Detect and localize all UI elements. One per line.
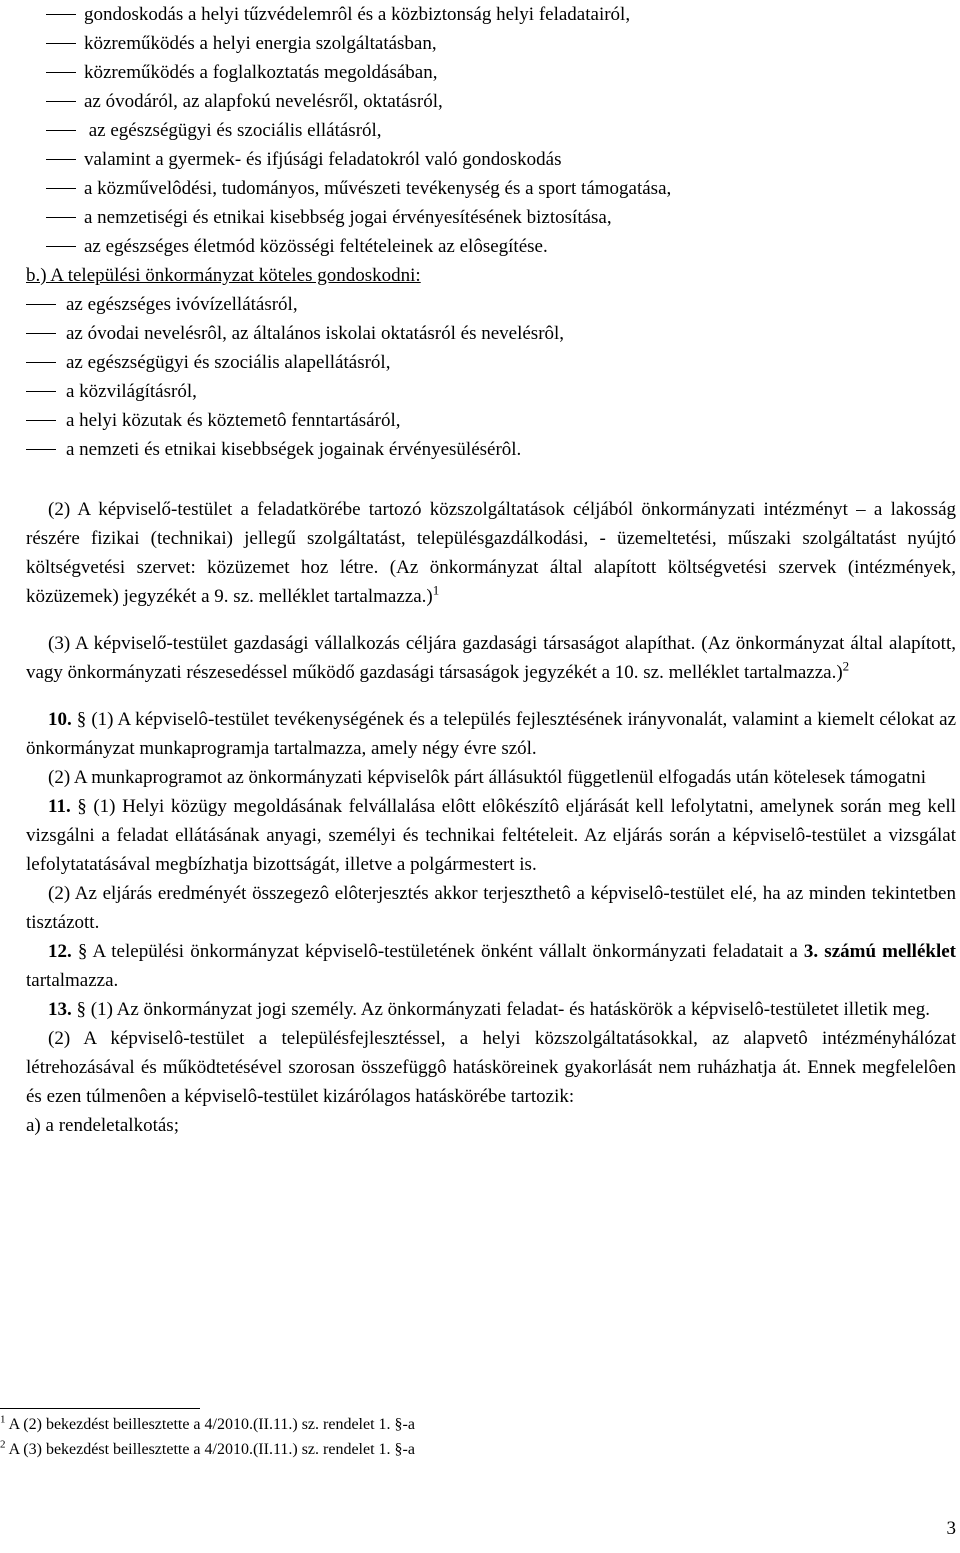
list-item: közreműködés a foglalkoztatás megoldásában, xyxy=(26,58,956,87)
list-item: az egészséges életmód közösségi feltételeinek az elôsegítése. xyxy=(26,232,956,261)
dash-bullet xyxy=(46,188,76,189)
dash-bullet xyxy=(46,217,76,218)
dash-bullet xyxy=(26,449,56,450)
dash-bullet xyxy=(26,391,56,392)
dash-bullet xyxy=(46,159,76,160)
section-number: 12. xyxy=(48,941,72,962)
list-item: a közművelôdési, tudományos, művészeti tevékenység és a sport támogatása, xyxy=(26,174,956,203)
list-a xyxy=(26,0,956,261)
section-13-item-a: a) a rendeletalkotás; xyxy=(26,1115,179,1136)
dash-bullet xyxy=(26,420,56,421)
list-item: a nemzeti és etnikai kisebbségek jogainak érvényesülésérôl. xyxy=(26,435,956,464)
section-10-par-1: 10. § (1) A képviselô-testület tevékenységének és a település fejlesztésének irányvonalát, valamint a kiemelt célokat az önkormányzat munkaprogramja tartalmazza, amely négy évre szól. xyxy=(26,709,957,759)
section-10-par-2: (2) A munkaprogramot az önkormányzati képviselôk párt állásuktól függetlenül elfogadás után kötelesek támogatni xyxy=(48,767,926,788)
list-item: a helyi közutak és köztemetô fenntartásáról, xyxy=(26,406,956,435)
list-item: a nemzetiségi és etnikai kisebbség jogai érvényesítésének biztosítása, xyxy=(26,203,956,232)
dash-bullet xyxy=(26,304,56,305)
footnote-separator xyxy=(0,1408,200,1409)
list-item: az egészségügyi és szociális ellátásról, xyxy=(26,116,956,145)
dash-bullet xyxy=(46,14,76,15)
dash-bullet xyxy=(46,246,76,247)
list-item: közreműködés a helyi energia szolgáltatásban, xyxy=(26,29,956,58)
page-number: 3 xyxy=(946,1518,956,1539)
section-number: 11. xyxy=(48,796,71,817)
list-item: az egészségügyi és szociális alapellátásról, xyxy=(26,348,956,377)
section-number: 10. xyxy=(48,709,72,730)
dash-bullet xyxy=(26,362,56,363)
document-page xyxy=(26,0,956,1140)
list-b xyxy=(26,290,956,464)
list-item: az óvodai nevelésrôl, az általános iskolai oktatásról és nevelésrôl, xyxy=(26,319,956,348)
section-11-par-1: 11. § (1) Helyi közügy megoldásának felvállalása elôtt elôkészítô eljárását kell lefolytatni, amelynek során meg kell vizsgálni a feladat ellátásának anyagi, személyi és technikai feltételeit. Az eljárás során a képviselô-testület a vizsgálat lefolytatatásával megbízhatja bizottságát, illetve a polgármestert is. xyxy=(26,796,956,875)
section-13-par-2: (2) A képviselô-testület a településfejlesztéssel, a helyi közszolgáltatásokkal, az alapvetô intézményhálózat létrehozásával és működtetésével szorosan összefüggô hatásköreinek gyakorlását nem ruházhatja át. Ennek megfelelôen és ezen túlmenôen a képviselô-testület kizárólagos hatáskörébe tartozik: xyxy=(26,1028,956,1107)
footnote-ref: 2 xyxy=(842,658,850,674)
dash-bullet xyxy=(46,130,76,131)
list-item: valamint a gyermek- és ifjúsági feladatokról való gondoskodás xyxy=(26,145,956,174)
section-number: 13. xyxy=(48,999,72,1020)
dash-bullet xyxy=(26,333,56,334)
footnote: $^2$ A (3) bekezdést beillesztette a 4/2010.(II.11.) sz. rendelet 1. §-a xyxy=(0,1438,415,1458)
list-item: gondoskodás a helyi tűzvédelemrôl és a közbiztonság helyi feladatairól, xyxy=(26,0,956,29)
section-13-par-1: 13. § (1) Az önkormányzat jogi személy. Az önkormányzati feladat- és hatáskörök a képviselô-testületet illetik meg. xyxy=(48,999,930,1020)
list-item: az egészséges ivóvízellátásról, xyxy=(26,290,956,319)
list-item: az óvodáról, az alapfokú nevelésről, oktatásról, xyxy=(26,87,956,116)
section-12: 12. § A települési önkormányzat képviselô-testületének önként vállalt önkormányzati feladatait a 3. számú melléklet tartalmazza. xyxy=(26,941,957,991)
dash-bullet xyxy=(46,72,76,73)
dash-bullet xyxy=(46,101,76,102)
annex-reference: 3. számú melléklet xyxy=(803,941,957,962)
footnote-ref: 1 xyxy=(432,582,440,598)
list-item: a közvilágításról, xyxy=(26,377,956,406)
dash-bullet xyxy=(46,43,76,44)
footnote: $^1$ A (2) bekezdést beillesztette a 4/2010.(II.11.) sz. rendelet 1. §-a xyxy=(0,1413,415,1433)
section-11-par-2: (2) Az eljárás eredményét összegezô elôterjesztés akkor terjeszthetô a képviselô-testület elé, ha az minden tekintetben tisztázott. xyxy=(26,883,956,933)
paragraph-3: (3) A képviselő-testület gazdasági vállalkozás céljára gazdasági társaságot alapíthat. (Az önkormányzat által alapított, vagy önkormányzati részesedéssel működő gazdasági társaságok jegyzékét a 10. sz. melléklet tartalmazza.)$^2$ xyxy=(26,633,956,683)
paragraph-2: (2) A képviselő-testület a feladatkörébe tartozó közszolgáltatások céljából önkormányzati intézményt – a lakosság részére fizikai (technikai) jellegű szolgáltatást, településgazdálkodási, - üzemeltetési, műszaki szolgáltatást nyújtó költségvetési szervet: közüzemet hoz létre. (Az önkormányzat által alapított költségvetési szervek (intézmények, közüzemek) jegyzékét a 9. sz. melléklet tartalmazza.)$^1$ xyxy=(26,499,956,607)
section-b-heading: b.) A települési önkormányzat köteles gondoskodni: xyxy=(26,265,421,286)
